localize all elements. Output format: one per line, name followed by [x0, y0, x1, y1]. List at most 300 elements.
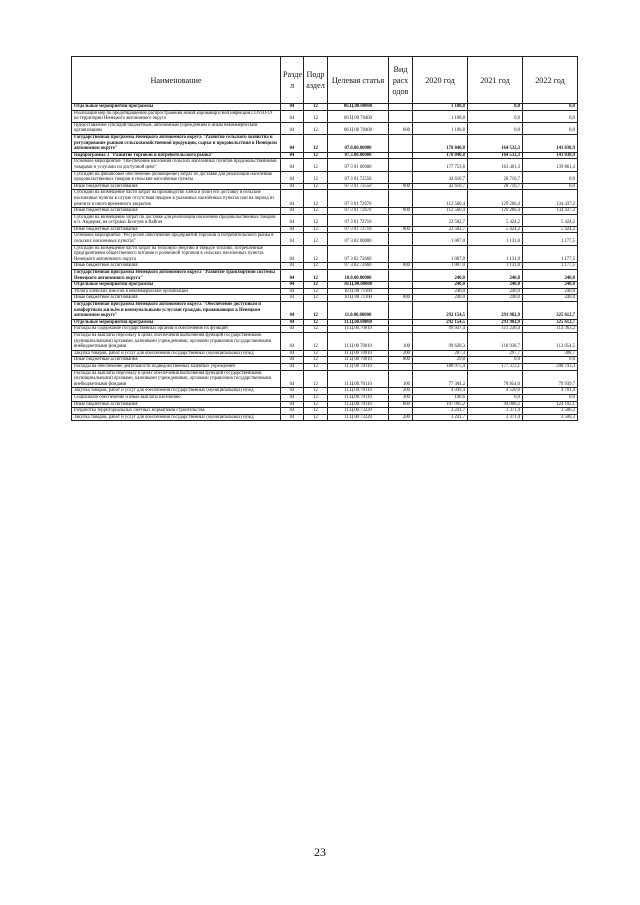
page-number: 23	[314, 845, 326, 859]
row-statya: 11 Ц 00 70010	[328, 357, 389, 364]
row-2022: 1 177,5	[523, 233, 578, 245]
budget-table-sheet	[71, 56, 577, 421]
row-name: Иные бюджетные ассигнования	[72, 295, 281, 302]
row-2020: 3 241,7	[413, 414, 468, 421]
table-row	[72, 401, 578, 408]
row-name: Иные бюджетные ассигнования	[72, 401, 281, 408]
row-2020: 240,0	[413, 288, 468, 295]
row-2021: 28 710,7	[468, 183, 523, 190]
row-statya: 11 Ц 00 73220	[328, 414, 389, 421]
row-name: Субсидии на финансовое обеспечение (возмещение) затрат по доставке для реализации населению продовольственных товаров в сельские населённые пункты	[72, 171, 281, 183]
row-razdel: 04	[281, 401, 304, 408]
row-statya: 10.Ц.00.00000	[328, 282, 389, 289]
row-statya: 07 3 01 72710	[328, 226, 389, 233]
row-vid	[389, 104, 413, 111]
row-2021: 164 532,3	[468, 134, 523, 152]
table-row	[72, 363, 578, 370]
row-2020: 1 108,8	[413, 110, 468, 122]
row-razdel: 04	[281, 414, 304, 421]
row-podrazdel: 12	[304, 171, 328, 183]
row-statya: 07 3 01 72710	[328, 214, 389, 226]
row-vid	[389, 288, 413, 295]
row-podrazdel: 12	[304, 122, 328, 134]
row-podrazdel: 12	[304, 183, 328, 190]
row-vid: 100	[389, 332, 413, 350]
row-vid: 200	[389, 350, 413, 357]
budget-table	[71, 56, 578, 421]
header-razdel: Разде л	[281, 57, 304, 104]
table-row	[72, 270, 578, 282]
row-statya: 06.Ц.00.00000	[328, 104, 389, 111]
row-podrazdel: 12	[304, 326, 328, 333]
row-2020: 99 620,3	[413, 332, 468, 350]
row-2020: 1 087,0	[413, 245, 468, 263]
row-name: Субсидии на возмещение части затрат на тепловую энергию и твёрдое топливо, потребленные предприятиями общественного питания и розничной торговли в сельских населенных пунктах Ненецкого автономного округа	[72, 245, 281, 263]
row-statya: 11.0.00.00000	[328, 302, 389, 320]
row-2022: 141 038,9	[523, 152, 578, 159]
row-vid	[389, 363, 413, 370]
row-2021: 240,0	[468, 270, 523, 282]
row-name: Государственная программа Ненецкого автономного округа "Развитие сельского хозяйства и регулирование рынков сельскохозяйственной продукции, сырья и продовольствия в Ненецком автономном округе"	[72, 134, 281, 152]
row-razdel: 04	[281, 159, 304, 171]
row-podrazdel: 12	[304, 332, 328, 350]
row-2021: 291 982,9	[468, 302, 523, 320]
row-2021: 94 000,2	[468, 401, 523, 408]
row-razdel: 04	[281, 394, 304, 401]
row-razdel: 04	[281, 370, 304, 388]
row-name: Закупка товаров, работ и услуг для обеспечения государственных (муниципальных) нужд	[72, 414, 281, 421]
row-2022: 3 506,3	[523, 414, 578, 421]
row-2021: 164 532,3	[468, 152, 523, 159]
table-header-row	[72, 57, 578, 104]
row-name: Иные бюджетные ассигнования	[72, 357, 281, 364]
row-2022: 134 437,2	[523, 208, 578, 215]
row-statya: 07 3 02 72660	[328, 263, 389, 270]
row-name: Иные бюджетные ассигнования	[72, 226, 281, 233]
table-row	[72, 226, 578, 233]
row-2021: 3 371,4	[468, 414, 523, 421]
table-row	[72, 245, 578, 263]
header-name: Наименование	[72, 57, 281, 104]
row-2020: 1 087,0	[413, 263, 468, 270]
row-2022: 0,0	[523, 122, 578, 134]
table-row	[72, 414, 578, 421]
row-2022: 240,0	[523, 295, 578, 302]
row-name: Закупка товаров, работ и услуг для обеспечения государственных (муниципальных) нужд	[72, 388, 281, 395]
row-podrazdel: 12	[304, 388, 328, 395]
row-statya: 07 3 01 00000	[328, 159, 389, 171]
header-2020: 2020 год	[413, 57, 468, 104]
row-razdel: 04	[281, 319, 304, 326]
row-razdel: 04	[281, 302, 304, 320]
table-row	[72, 134, 578, 152]
row-vid	[389, 171, 413, 183]
row-2022: 79 939,7	[523, 370, 578, 388]
row-2021: 5 424,2	[468, 226, 523, 233]
row-name: Государственная программа Ненецкого автономного округа "Развитие транспортной системы Ненецкого автономного округа"	[72, 270, 281, 282]
row-name: Иные бюджетные ассигнования	[72, 208, 281, 215]
row-2020: 112 560,4	[413, 190, 468, 208]
row-2022: 240,0	[523, 288, 578, 295]
header-podrazdel: Подр аздел	[304, 57, 328, 104]
row-podrazdel: 12	[304, 408, 328, 415]
row-podrazdel: 12	[304, 414, 328, 421]
row-vid	[389, 326, 413, 333]
row-2021: 0,0	[468, 122, 523, 134]
row-podrazdel: 12	[304, 288, 328, 295]
row-razdel: 04	[281, 110, 304, 122]
row-statya: 07 3 01 72670	[328, 208, 389, 215]
row-2022: 134 437,2	[523, 190, 578, 208]
table-row	[72, 104, 578, 111]
row-name: Уплата членских взносов в некоммерческие организации	[72, 288, 281, 295]
row-razdel: 04	[281, 245, 304, 263]
row-vid: 800	[389, 183, 413, 190]
row-2021: 4 520,9	[468, 388, 523, 395]
row-name: Закупка товаров, работ и услуг для обеспечения государственных (муниципальных) нужд	[72, 350, 281, 357]
row-podrazdel: 12	[304, 245, 328, 263]
row-statya: 10.0.00.00000	[328, 270, 389, 282]
row-statya: 07 3 02 00000	[328, 233, 389, 245]
row-name: Иные бюджетные ассигнования	[72, 263, 281, 270]
table-row	[72, 263, 578, 270]
row-2020: 29,8	[413, 357, 468, 364]
table-row	[72, 152, 578, 159]
row-podrazdel: 12	[304, 357, 328, 364]
row-vid	[389, 190, 413, 208]
row-2021: 240,0	[468, 295, 523, 302]
row-2022: 0,0	[523, 394, 578, 401]
row-razdel: 04	[281, 214, 304, 226]
row-name: Отдельные мероприятия программы	[72, 104, 281, 111]
row-2021: 0,0	[468, 394, 523, 401]
row-razdel: 04	[281, 295, 304, 302]
row-2020: 4 349,4	[413, 388, 468, 395]
header-vid: Вид расх одов	[389, 57, 413, 104]
row-statya: 11.Ц.00.70110	[328, 388, 389, 395]
table-row	[72, 357, 578, 364]
row-2021: 240,0	[468, 282, 523, 289]
table-row	[72, 319, 578, 326]
row-2020: 77 384,2	[413, 370, 468, 388]
row-vid	[389, 152, 413, 159]
table-row	[72, 171, 578, 183]
table-row	[72, 110, 578, 122]
row-podrazdel: 12	[304, 152, 328, 159]
row-2022: 325 612,7	[523, 302, 578, 320]
row-name: Реализация мер по предотвращению распространения новой коронавирусной инфекции COVID-19 на территории Ненецкого автономного округа	[72, 110, 281, 122]
row-name: Расходы на обеспечение деятельности подведомственных казенных учреждений	[72, 363, 281, 370]
row-razdel: 04	[281, 104, 304, 111]
row-statya: 10 Ц 00 71160	[328, 288, 389, 295]
table-row	[72, 370, 578, 388]
row-2020: 240,0	[413, 295, 468, 302]
row-statya: 07 3 01 72670	[328, 190, 389, 208]
row-statya: 07.0.00.00000	[328, 134, 389, 152]
row-vid: 800	[389, 208, 413, 215]
row-2022: 325 612,7	[523, 319, 578, 326]
row-vid: 200	[389, 414, 413, 421]
row-podrazdel: 12	[304, 110, 328, 122]
row-podrazdel: 12	[304, 233, 328, 245]
row-2022: 5 424,2	[523, 226, 578, 233]
row-vid	[389, 134, 413, 152]
row-vid: 100	[389, 370, 413, 388]
row-2021: 163 401,3	[468, 159, 523, 171]
row-podrazdel: 12	[304, 394, 328, 401]
row-podrazdel: 12	[304, 370, 328, 388]
row-vid	[389, 110, 413, 122]
row-vid	[389, 302, 413, 320]
row-2020: 177 753,8	[413, 159, 468, 171]
row-razdel: 04	[281, 363, 304, 370]
row-razdel: 04	[281, 357, 304, 364]
row-podrazdel: 12	[304, 282, 328, 289]
row-2021: 177 375,1	[468, 363, 523, 370]
row-razdel: 04	[281, 152, 304, 159]
row-2020: 112 560,4	[413, 208, 468, 215]
row-vid	[389, 270, 413, 282]
table-row	[72, 295, 578, 302]
row-2021: 129 266,4	[468, 190, 523, 208]
row-name: Субсидии на возмещение затрат по доставке для реализации населению продовольственных товаров в п. Амдерма, на островах Колгуев и Вайгач	[72, 214, 281, 226]
row-2021: 111 236,4	[468, 326, 523, 333]
row-2021: 28 710,7	[468, 171, 523, 183]
row-razdel: 04	[281, 208, 304, 215]
row-podrazdel: 12	[304, 401, 328, 408]
row-vid: 200	[389, 388, 413, 395]
row-2020: 292 154,5	[413, 319, 468, 326]
table-row	[72, 388, 578, 395]
row-2022: 240,0	[523, 270, 578, 282]
row-name: Расходы на выплаты персоналу в целях обеспечения выполнения функций государственными (муниципальными) органами, казенными учреждениями, органами управления государственными внебюджетными фондами	[72, 370, 281, 388]
row-2021: 1 131,0	[468, 233, 523, 245]
row-name: Разработка территориальных сметных нормативов строительства	[72, 408, 281, 415]
row-2022: 0,0	[523, 171, 578, 183]
row-2022: 4 701,4	[523, 388, 578, 395]
row-2022: 124 102,1	[523, 401, 578, 408]
row-razdel: 04	[281, 263, 304, 270]
row-2020: 22 582,7	[413, 214, 468, 226]
row-2022: 141 038,9	[523, 134, 578, 152]
row-2022: 3 506,3	[523, 408, 578, 415]
row-vid	[389, 159, 413, 171]
table-row	[72, 350, 578, 357]
row-2020: 178 840,8	[413, 152, 468, 159]
row-2020: 240,0	[413, 282, 468, 289]
row-razdel: 04	[281, 288, 304, 295]
row-razdel: 04	[281, 122, 304, 134]
table-row	[72, 214, 578, 226]
row-2022: 139 861,4	[523, 159, 578, 171]
row-2020: 292 154,5	[413, 302, 468, 320]
row-vid	[389, 245, 413, 263]
row-podrazdel: 12	[304, 350, 328, 357]
row-podrazdel: 12	[304, 226, 328, 233]
row-statya: 07 3 01 72550	[328, 171, 389, 183]
row-2020: 240,0	[413, 270, 468, 282]
table-row	[72, 190, 578, 208]
row-2021: 1 131,0	[468, 263, 523, 270]
table-row	[72, 233, 578, 245]
row-2021: 0,0	[468, 357, 523, 364]
row-2022: 308,7	[523, 350, 578, 357]
row-statya: 07 3 02 72660	[328, 245, 389, 263]
table-row	[72, 288, 578, 295]
row-2020: 99 937,4	[413, 326, 468, 333]
row-podrazdel: 12	[304, 302, 328, 320]
table-row	[72, 159, 578, 171]
row-name: Расходы на содержание государственных органов и обеспечение их функций	[72, 326, 281, 333]
row-statya: 11.Ц.00.73220	[328, 408, 389, 415]
row-statya: 11 Ц 00 70010	[328, 350, 389, 357]
row-name: Субсидии на возмещение части затрат на производство хлеба и (или) его доставку в сельские населенные пункты в случае отсутствия пекарен в указанных населённых пунктах или на период их ремонта и иного временного закрытия	[72, 190, 281, 208]
row-razdel: 04	[281, 270, 304, 282]
row-vid	[389, 282, 413, 289]
row-razdel: 04	[281, 408, 304, 415]
row-2020: 1 108,8	[413, 104, 468, 111]
row-2021: 3 371,4	[468, 408, 523, 415]
row-statya: 11.Ц.00.70110	[328, 370, 389, 388]
row-2020: 188 975,4	[413, 363, 468, 370]
row-2022: 0,0	[523, 110, 578, 122]
row-2020: 42 610,7	[413, 183, 468, 190]
row-2022: 1 177,5	[523, 263, 578, 270]
row-2022: 113 054,5	[523, 332, 578, 350]
row-2020: 42 610,7	[413, 171, 468, 183]
row-2020: 22 582,7	[413, 226, 468, 233]
table-row	[72, 394, 578, 401]
row-razdel: 04	[281, 326, 304, 333]
row-2020: 3 241,7	[413, 408, 468, 415]
row-vid	[389, 319, 413, 326]
table-row	[72, 326, 578, 333]
row-2022: 1 177,5	[523, 245, 578, 263]
row-name: Подпрограмма 3 "Развитие торговли и потребительского рынка"	[72, 152, 281, 159]
row-podrazdel: 12	[304, 363, 328, 370]
row-2022: 113 363,2	[523, 326, 578, 333]
row-2021: 291 982,9	[468, 319, 523, 326]
row-vid: 800	[389, 263, 413, 270]
row-vid: 800	[389, 401, 413, 408]
row-2021: 297,7	[468, 350, 523, 357]
row-name: Отдельные мероприятия программы	[72, 282, 281, 289]
row-razdel: 04	[281, 350, 304, 357]
row-razdel: 04	[281, 388, 304, 395]
row-statya: 07.3.00.00000	[328, 152, 389, 159]
table-body	[72, 104, 578, 421]
row-statya: 11.Ц.00.00000	[328, 319, 389, 326]
row-podrazdel: 12	[304, 190, 328, 208]
row-podrazdel: 12	[304, 214, 328, 226]
row-podrazdel: 12	[304, 295, 328, 302]
row-2022: 0,0	[523, 183, 578, 190]
row-2020: 178 840,8	[413, 134, 468, 152]
row-statya: 10 Ц 00 71160	[328, 295, 389, 302]
row-statya: 06 Ц 00 70400	[328, 122, 389, 134]
row-vid: 800	[389, 226, 413, 233]
table-row	[72, 302, 578, 320]
row-vid: 600	[389, 122, 413, 134]
row-razdel: 04	[281, 233, 304, 245]
row-razdel: 04	[281, 183, 304, 190]
row-razdel: 04	[281, 190, 304, 208]
row-2021: 110 938,7	[468, 332, 523, 350]
row-name: Государственная программа Ненецкого автономного округа "Обеспечение доступным и комфортным жильём и коммунальными услугами граждан, проживающих в Ненецком автономном округе"	[72, 302, 281, 320]
row-statya: 11 Ц 00 70110	[328, 363, 389, 370]
row-vid: 300	[389, 394, 413, 401]
row-razdel: 04	[281, 226, 304, 233]
row-podrazdel: 12	[304, 208, 328, 215]
row-2021: 1 131,0	[468, 245, 523, 263]
row-name: Иные бюджетные ассигнования	[72, 183, 281, 190]
row-statya: 11.Ц.00.70010	[328, 326, 389, 333]
header-2021: 2021 год	[468, 57, 523, 104]
row-podrazdel: 12	[304, 159, 328, 171]
row-podrazdel: 12	[304, 134, 328, 152]
row-2022: 208 743,3	[523, 363, 578, 370]
row-razdel: 04	[281, 134, 304, 152]
row-vid: 800	[389, 357, 413, 364]
row-2022: 0,0	[523, 357, 578, 364]
row-2022: 5 424,2	[523, 214, 578, 226]
table-row	[72, 208, 578, 215]
row-statya: 06 Ц 00 70400	[328, 110, 389, 122]
row-2021: 0,0	[468, 110, 523, 122]
table-row	[72, 332, 578, 350]
row-2021: 0,0	[468, 104, 523, 111]
row-2020: 1 087,0	[413, 233, 468, 245]
row-2020: 1 108,8	[413, 122, 468, 134]
row-razdel: 04	[281, 332, 304, 350]
table-row	[72, 183, 578, 190]
row-podrazdel: 12	[304, 270, 328, 282]
row-2021: 78 854,0	[468, 370, 523, 388]
row-vid	[389, 408, 413, 415]
table-row	[72, 122, 578, 134]
row-statya: 11.Ц.00.70110	[328, 394, 389, 401]
table-row	[72, 282, 578, 289]
row-podrazdel: 12	[304, 319, 328, 326]
row-statya: 11.Ц.00.70110	[328, 401, 389, 408]
row-vid: 800	[389, 295, 413, 302]
row-2022: 240,0	[523, 282, 578, 289]
row-vid	[389, 214, 413, 226]
row-2020: 287,3	[413, 350, 468, 357]
row-statya: 07 3 01 72550	[328, 183, 389, 190]
row-podrazdel: 12	[304, 104, 328, 111]
row-name: Основное мероприятие "Ресурсное обеспечение предприятий торговли и потребительского рынка в сельских населенных пунктах"	[72, 233, 281, 245]
row-podrazdel: 12	[304, 263, 328, 270]
row-name: Отдельные мероприятия программы	[72, 319, 281, 326]
row-razdel: 04	[281, 282, 304, 289]
row-statya: 11 Ц 00 70010	[328, 332, 389, 350]
row-name: Основное мероприятие "Обеспечение населения сельских населенных пунктов продовольственными товарами и услугами по доступной цене"	[72, 159, 281, 171]
row-name: Расходы на выплаты персоналу в целях обеспечения выполнения функций государственными (муниципальными) органами, казенными учреждениями, органами управления государственными внебюджетными фондами	[72, 332, 281, 350]
row-razdel: 04	[281, 171, 304, 183]
row-name: Предоставление субсидий бюджетным, автономным учреждениям и иным некоммерческим организациям	[72, 122, 281, 134]
row-name: Социальное обеспечение и иные выплаты населению	[72, 394, 281, 401]
header-statya: Целевая статья	[328, 57, 389, 104]
row-vid	[389, 233, 413, 245]
row-2020: 107 095,2	[413, 401, 468, 408]
row-2020: 146,6	[413, 394, 468, 401]
row-2021: 240,0	[468, 288, 523, 295]
header-2022: 2022 год	[523, 57, 578, 104]
row-2022: 0,0	[523, 104, 578, 111]
table-row	[72, 408, 578, 415]
row-2021: 5 424,2	[468, 214, 523, 226]
